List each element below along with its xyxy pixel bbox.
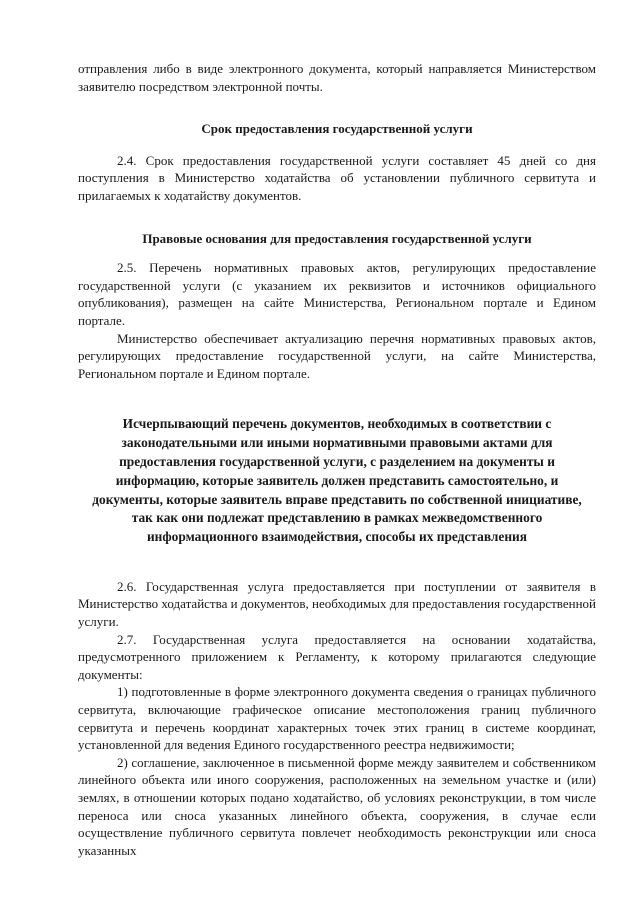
list-item-1: 1) подготовленные в форме электронного документа сведения о границах публичного сервитута, включающие графическое описание местоположения границ публичного сервитута и перечень координат характерных точек этих границ в системе координат, установленной для ведения Единого государственного реестра недвижимости; — [78, 684, 596, 753]
paragraph-2-6: 2.6. Государственная услуга предоставляется при поступлении от заявителя в Министерство ходатайства и документов, необходимых для предоставления государственной услуги. — [78, 578, 596, 630]
heading-required-documents: Исчерпывающий перечень документов, необходимых в соответствии с законодательными или иными нормативными правовыми актами для предоставления государственной услуги, с разделением на документы и информацию, которые заявитель должен представить самостоятельно, и документы, которые заявитель вправе представить по собственной инициативе, так как они подлежат представлению в рамках межведомственного информационного взаимодействия, способы их представления — [92, 416, 582, 545]
heading-legal-basis: Правовые основания для предоставления государственной услуги — [142, 230, 532, 246]
paragraph-ministry-update: Министерство обеспечивает актуализацию перечня нормативных правовых актов, регулирующих предоставление государственной услуги, на сайте Министерства, Региональном портале и Едином портале. — [78, 330, 596, 381]
paragraph-2-5: 2.5. Перечень нормативных правовых актов, регулирующих предоставление государственной услуги (с указанием их реквизитов и источников официального опубликования), размещен на сайте Министерства, Региональном портале и Едином портале. — [78, 260, 596, 328]
document-page — [78, 60, 596, 859]
paragraph-2-4: 2.4. Срок предоставления государственной услуги составляет 45 дней со дня поступления в Министерство ходатайства об установлении публичного сервитута и прилагаемых к ходатайству документов. — [78, 152, 596, 203]
paragraph-2-7: 2.7. Государственная услуга предоставляется на основании ходатайства, предусмотренного приложением к Регламенту, к которому прилагаются следующие документы: — [78, 631, 596, 682]
intro-paragraph: отправления либо в виде электронного документа, который направляется Министерством заявителю посредством электронной почты. — [78, 61, 596, 94]
heading-service-term: Срок предоставления государственной услуги — [201, 121, 473, 137]
list-item-2: 2) соглашение, заключенное в письменной форме между заявителем и собственником линейного объекта или иного сооружения, расположенных на земельном участке и (или) землях, в отношении которых подано ходатайство, об условиях реконструкции, в том числе переноса или сноса указанных линейного объекта, сооружения, в случае если осуществление публичного сервитута повлечет необходимость реконструкции или сноса указанных — [78, 754, 596, 858]
